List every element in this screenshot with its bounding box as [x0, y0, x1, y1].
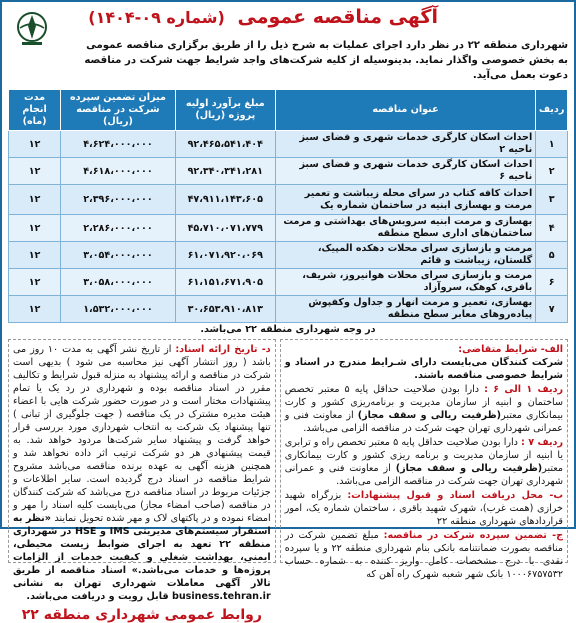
row-guarantee-cell: ۳،۰۵۸،۰۰۰،۰۰۰: [61, 269, 176, 296]
row-budget-cell: ۹۲،۳۴۰،۳۴۱،۲۸۱: [175, 158, 275, 185]
deadline-heading: د- تاریخ ارائه اسناد:: [175, 344, 271, 355]
condition-text-7: دارا بودن صلاحیت حداقل پایه ۵ معتبر تخصص راه و ترابری یا ابنیه از سازمان مدیریت و برنامه ریزی کشور و کارت بیمانکاری معتبر: [284, 437, 564, 474]
ims-pre: «نظر به استقرار سیستم‌های مدیریتی: [13, 513, 271, 537]
col-header-budget: مبلغ برآورد اولیه پروژه (ریال): [175, 90, 275, 131]
col-header-duration: مدت انجام (ماه): [9, 90, 61, 131]
municipality-emblem-icon: [12, 8, 52, 48]
conditions-section: [8, 339, 568, 623]
row-duration-cell: ۱۲: [9, 185, 61, 215]
guarantee-text: مبلغ تضمین شرکت در مناقصه بصورت ضمانتنامه بانکی بنام شهرداری منطقه ۲۲ و یا سپرده نقدی با درج مشخصات کامل واریز کننده به شماره حساب ۱۰۰۰۶۷۵۷۵۳۲ بانک شهر شعبه شهرک راه آهن که: [284, 530, 564, 580]
table-row: [9, 215, 568, 242]
row-budget-cell: ۴۷،۹۱۱،۱۴۳،۶۰۵: [175, 185, 275, 215]
conditions-heading: الف- شرایط متقاضی:: [458, 344, 563, 355]
conditions-column: [280, 339, 568, 580]
intro-line2: به بخش خصوصی واگذار نماید. بدینوسیله از کلیه شرکت‌های واجد شرایط جهت شرکت در مناقصه دعوت بعمل می‌آید.: [84, 55, 568, 81]
title-text: آگهی مناقصه عمومی: [237, 6, 438, 28]
row-duration-cell: ۱۲: [9, 242, 61, 269]
deadline-column: [8, 339, 276, 623]
condition-capacity-1-6: (ظرفیت ریالی و سقف مجاز): [357, 410, 502, 421]
intro-municipality: شهرداری منطقه ۲۲: [467, 40, 568, 51]
notice-number: (شماره ۰۹-۱۴۰۴): [88, 8, 225, 27]
website-link[interactable]: business.tehran.ir: [171, 591, 271, 602]
notice-title: [88, 6, 438, 28]
row-budget-cell: ۹۲،۴۶۵،۵۴۱،۴۰۴: [175, 131, 275, 158]
row-duration-cell: ۱۲: [9, 296, 61, 323]
deadline-info: [13, 343, 271, 603]
table-row: [9, 158, 568, 185]
document-location: [285, 489, 563, 528]
intro-paragraph: [8, 38, 568, 83]
row-budget-cell: ۳۰،۶۵۳،۹۱۰،۸۱۳: [175, 296, 275, 323]
row-number-cell: ۲: [536, 158, 568, 185]
row-guarantee-cell: ۲،۳۹۶،۰۰۰،۰۰۰: [61, 185, 176, 215]
condition-label-1-6: ردیف ۱ الی ۶ :: [484, 384, 564, 395]
row-duration-cell: ۱۲: [9, 158, 61, 185]
condition-tail-7: از معاونت فنی و عمرانی شهرداری تهران جهت شرکت در مناقصه الزامی می‌باشد.: [284, 463, 563, 487]
row-budget-cell: ۶۱،۱۵۱،۶۷۱،۹۰۵: [175, 269, 275, 296]
notice-header: [8, 6, 568, 36]
col-header-title: عنوان مناقصه: [275, 90, 535, 131]
row-title-cell: بهسازی، تعمیر و مرمت انهار و جداول وکفپوش پیاده‌روهای معابر سطح منطقه: [275, 296, 535, 323]
condition-capacity-7: (ظرفیت ریالی و سقف مجاز): [395, 463, 543, 474]
row-number-cell: ۷: [536, 296, 568, 323]
row-title-cell: مرمت و بازسازی سرای محلات هوانیروز، شریف، باقری، کوهک، سروآزاد: [275, 269, 535, 296]
table-footnote: در وجه شهرداری منطقه ۲۲ می‌باشد.: [200, 324, 376, 335]
document-location-heading: ب- محل دریافت اسناد و قبول پیشنهادات:: [347, 490, 564, 501]
row-guarantee-cell: ۱،۵۳۲،۰۰۰،۰۰۰: [61, 296, 176, 323]
table-row: [9, 296, 568, 323]
guarantee-info: [285, 529, 563, 581]
table-row: [9, 185, 568, 215]
row-number-cell: ۱: [536, 131, 568, 158]
row-budget-cell: ۴۵،۷۱۰،۰۷۱،۷۷۹: [175, 215, 275, 242]
row-title-cell: احداث کافه کتاب در سرای محله زیباشت و تعمیر مرمت و بهسازی ابنیه در ساختمان شماره یک: [275, 185, 535, 215]
row-title-cell: مرمت و بازسازی سرای محلات دهکده المپیک، گلستان، زیباشت و قائم: [275, 242, 535, 269]
row-duration-cell: ۱۲: [9, 215, 61, 242]
table-row: [9, 131, 568, 158]
condition-row-7: [285, 436, 563, 488]
row-number-cell: ۳: [536, 185, 568, 215]
row-number-cell: ۶: [536, 269, 568, 296]
condition-rows-1-6: [285, 383, 563, 435]
website-post: قابل رویت و دریافت می‌باشد.: [26, 591, 172, 602]
row-guarantee-cell: ۴،۶۱۸،۰۰۰،۰۰۰: [61, 158, 176, 185]
public-relations-footer: روابط عمومی شهرداری منطقه ۲۲: [21, 607, 262, 623]
table-header-row: [9, 90, 568, 131]
intro-line1: در نظر دارد اجرای عملیات به شرح ذیل را از طریق برگزاری مناقصه عمومی: [86, 40, 468, 51]
condition-text-1-6: دارا بودن صلاحیت حداقل پایه ۵ معتبر تخصص ساختمان و ابنیه از سازمان مدیریت و برنامه‌ریزی کشور و کارت بیمانکاری معتبر: [284, 384, 564, 421]
row-title-cell: احداث اسکان کارگری خدمات شهری و فضای سبز ناحیه ۶: [275, 158, 535, 185]
col-header-guarantee: میزان تضمین سپرده شرکت در مناقصه (ریال): [61, 90, 176, 131]
ims-hse: IMS و HSE: [74, 526, 130, 537]
row-guarantee-cell: ۳،۰۵۴،۰۰۰،۰۰۰: [61, 242, 176, 269]
guarantee-heading: ج- تضمین سپرده شرکت در مناقصه:: [383, 530, 563, 541]
row-title-cell: بهسازی و مرمت ابنیه سرویس‌های بهداشتی و مرمت ساختمان‌های اداری سطح منطقه: [275, 215, 535, 242]
tender-table: [8, 89, 568, 323]
row-duration-cell: ۱۲: [9, 131, 61, 158]
conditions-intro: شرکت کنندگان می‌بایست دارای شـرایط مندرج در اسناد و شرایط خصوصی مناقصه باشند.: [284, 357, 563, 381]
deadline-text: از تاریخ نشر آگهی به مدت ۱۰ روز می باشد ( روز انتشار آگهی نیز محاسبه می شود ) بدیهی است شرکت در مناقصه و ارائه پیشنهاد به منزله قبول شرایط و تکالیف مقرر در اسناد مناقصه بوده و شهرداری در رد یک یا تمام پیشنهادات مختار است و در صورت حضور شرکت هایی با اعضاء هیئت مدیره مشترک در یک مناقصه ( جهت جلوگیری از تبانی ) تنها پیشنهاد یک شرکت به انتخاب شهرداری مورد بررسی قرار خواهد گرفت و پیشنهاد سایر شرکت‌ها مردود خواهد شد. به قیمت پیشنهادی هر دو شرکت ترتیب اثر داده نخواهد شد و همچنین هزینه آگهی به عهده برنده مناقصه می‌باشد مشروح شرایط مناقصه در اسناد درج گردیده است. سایر اطلاعات و جزئیات مربوط در اسناد مناقصه درج می‌باشد که شرکت کنندگان در مناقصه (صاحب امضاء مجاز) می‌بایست کلیه اسناد را مهر و امضاء نموده و در پاکتهای لاک و مهر شده تحویل نمایند: [13, 344, 271, 524]
col-header-row: ردیف: [536, 90, 568, 131]
table-row: [9, 269, 568, 296]
row-budget-cell: ۶۱،۰۷۱،۹۲۰،۰۶۹: [175, 242, 275, 269]
condition-label-7: ردیف ۷ :: [521, 437, 563, 448]
condition-tail-1-6: از معاونت فنی و عمرانی شهرداری تهران جهت شرکت در مناقصه الزامی می‌باشد.: [284, 410, 563, 434]
row-title-cell: احداث اسکان کارگری خدمات شهری و فضای سبز ناحیه ۲: [275, 131, 535, 158]
table-row: [9, 242, 568, 269]
row-guarantee-cell: ۲،۲۸۶،۰۰۰،۰۰۰: [61, 215, 176, 242]
document-location-text: بزرگراه شهید خرازی (همت غرب)، شهرک شهید باقری ، ساختمان شماره یک، امور قراردادهای شهرداری منطقه ۲۲: [284, 490, 563, 527]
ims-post: در شهرداری منطقه ۲۲ تعهد به اجرای ضوابط زیست محیطی، ایمنی، بهداشت شغلی و کیفیت خدمات از الزامات پروژه‌ها و خدمات می‌باشد.» اسناد مناقصه از طریق تالار آگهی معاملات شهرداری تهران به نشانی: [13, 526, 271, 589]
row-guarantee-cell: ۴،۶۲۴،۰۰۰،۰۰۰: [61, 131, 176, 158]
row-duration-cell: ۱۲: [9, 269, 61, 296]
row-number-cell: ۵: [536, 242, 568, 269]
row-number-cell: ۴: [536, 215, 568, 242]
